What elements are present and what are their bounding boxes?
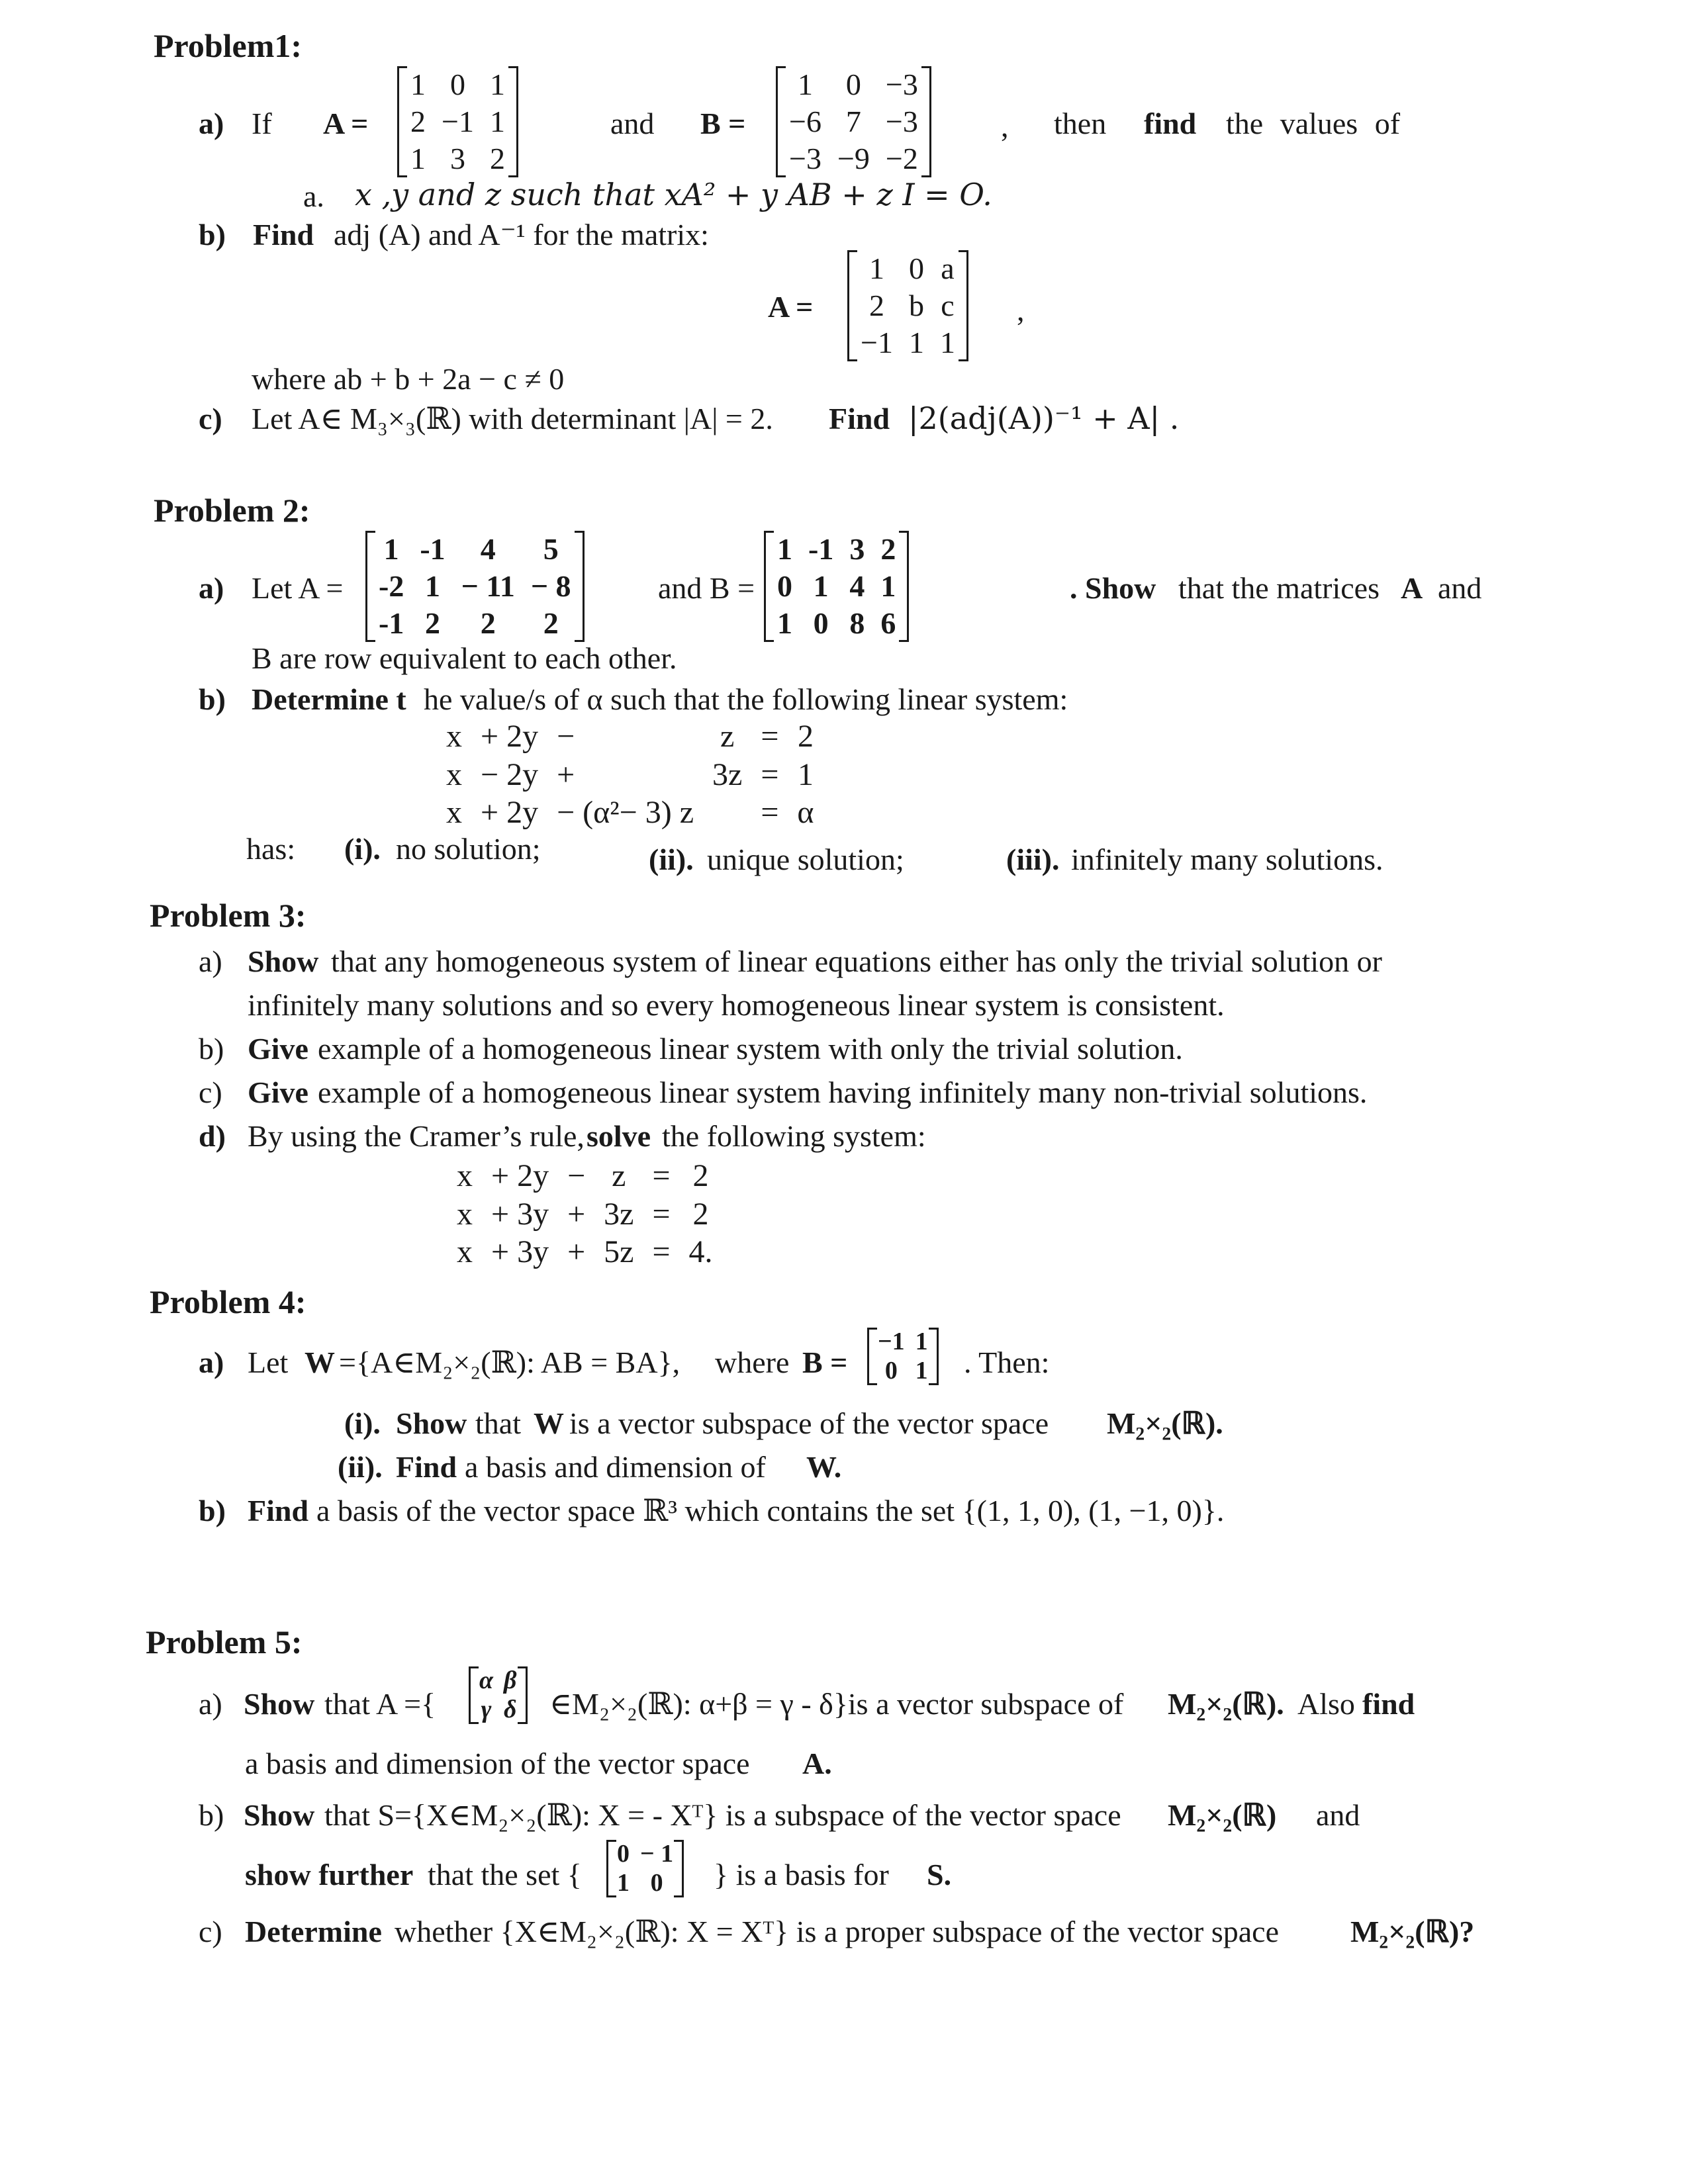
p2-system-term: x bbox=[446, 719, 462, 754]
p3-system-term: + bbox=[567, 1234, 586, 1270]
p4-a-then: . Then: bbox=[964, 1345, 1050, 1379]
p1-matA-cell: 1 bbox=[489, 68, 505, 101]
p3-c-give: Give bbox=[248, 1075, 308, 1109]
p2-b-determine: Determine t bbox=[252, 682, 406, 716]
p2-has: has: bbox=[246, 832, 296, 866]
p1-matB-cell: −3 bbox=[885, 105, 918, 139]
p1-a-then: then bbox=[1054, 107, 1107, 140]
p3-c-label: c) bbox=[199, 1075, 222, 1109]
p5-matG-cell: α bbox=[479, 1666, 494, 1694]
p4-matB-cell: 1 bbox=[915, 1356, 928, 1385]
p3-b-text: example of a homogeneous linear system with only the trivial solution. bbox=[318, 1032, 1183, 1066]
p5-b-text2: that the set { bbox=[428, 1858, 582, 1891]
p1-matrix-B bbox=[781, 66, 926, 177]
p2-a-A: A bbox=[1401, 571, 1423, 605]
p2-system-term: 3z bbox=[712, 756, 743, 792]
p5-a-A: A. bbox=[802, 1747, 832, 1780]
p3-a-show: Show bbox=[248, 944, 319, 978]
p4-a-set: ={A∈M₂×₂(ℝ): AB = BA}, bbox=[339, 1345, 680, 1379]
p3-system-row bbox=[447, 1195, 722, 1234]
p1-matrix-A2 bbox=[853, 250, 963, 361]
p3-linear-system bbox=[447, 1157, 722, 1271]
p3-system-term: + 3y bbox=[491, 1234, 549, 1270]
p2-system-term: = bbox=[761, 719, 779, 754]
p2-system-term: α bbox=[797, 795, 814, 831]
p2-system-row bbox=[437, 794, 823, 832]
p1-matB-cell: −3 bbox=[789, 142, 821, 176]
p2-a-and: and B = bbox=[658, 571, 755, 605]
p5-matS-cell: 0 bbox=[650, 1868, 663, 1897]
p1-a-rest: the values of bbox=[1226, 107, 1401, 140]
p3-d-label: d) bbox=[199, 1119, 226, 1153]
p1-b-A-eq: A = bbox=[768, 290, 814, 324]
p5-matrix-S bbox=[612, 1840, 679, 1897]
problem-2-header: Problem 2: bbox=[154, 492, 310, 529]
p1-matA-cell: 0 bbox=[449, 68, 465, 101]
p3-system-term: 2 bbox=[692, 1196, 709, 1232]
p5-matG-cell: β bbox=[504, 1666, 517, 1694]
p2-matrix-A bbox=[371, 531, 579, 642]
p3-a-text2: infinitely many solutions and so every homogeneous linear system is consistent. bbox=[248, 988, 1225, 1022]
p2-a-line2: B are row equivalent to each other. bbox=[252, 641, 677, 675]
p4-a-B-eq: B = bbox=[802, 1345, 848, 1379]
p1-matA-cell: 3 bbox=[449, 142, 465, 176]
p2-matB-cell: 1 bbox=[777, 532, 792, 566]
p1-matB-cell: −6 bbox=[789, 105, 821, 139]
p1-matB-cell: 0 bbox=[845, 68, 861, 101]
p1-b-find: Find bbox=[253, 218, 314, 251]
p2-system-term: = bbox=[761, 795, 779, 831]
p5-b-text3: } is a basis for bbox=[714, 1858, 889, 1891]
p1-matA-cell: 2 bbox=[489, 142, 505, 176]
p1-a-label: a) bbox=[199, 107, 224, 140]
p1-matA2-cell: a bbox=[941, 251, 955, 285]
problem-5-header: Problem 5: bbox=[146, 1623, 303, 1661]
p2-system-term: z bbox=[720, 719, 735, 754]
p1-matB-cell: −9 bbox=[837, 142, 870, 176]
p2-system-term: = bbox=[761, 756, 779, 792]
p1-matB-cell: −3 bbox=[885, 68, 918, 101]
p4-a-let: Let bbox=[248, 1345, 289, 1379]
problem-3-header: Problem 3: bbox=[150, 897, 306, 934]
p3-a-label: a) bbox=[199, 944, 222, 978]
p3-system-term: + bbox=[567, 1196, 586, 1232]
p2-matB-cell: 4 bbox=[849, 569, 865, 604]
p2-matA-cell: 1 bbox=[424, 569, 440, 604]
p1-c-label: c) bbox=[199, 402, 222, 435]
p1-matA2-cell: 1 bbox=[939, 326, 955, 360]
p1-matA2-cell: 2 bbox=[868, 289, 884, 323]
p1-matA-cell: 1 bbox=[410, 142, 426, 176]
p1-c-text1: Let A∈ M₃×₃(ℝ) with determinant |A| = 2. bbox=[252, 402, 773, 435]
p1-matA2-cell: c bbox=[941, 289, 955, 323]
p2-matA-cell: − 8 bbox=[530, 569, 571, 604]
p1-b-text: adj (A) and A⁻¹ for the matrix: bbox=[334, 218, 709, 251]
p1-matrix-A bbox=[402, 66, 513, 177]
p2-linear-system bbox=[437, 717, 823, 832]
p4-i-show: Show bbox=[396, 1406, 467, 1440]
p2-matA-cell: 2 bbox=[480, 606, 496, 641]
p1-a-find: find bbox=[1144, 107, 1197, 140]
p5-a-text1: that A ={ bbox=[324, 1687, 436, 1721]
p5-b-S: S. bbox=[927, 1858, 952, 1891]
p5-b-show: Show bbox=[244, 1798, 315, 1832]
p5-matG-cell: δ bbox=[504, 1695, 517, 1723]
p3-system-term: = bbox=[652, 1158, 671, 1193]
p4-i-label: (i). bbox=[344, 1406, 381, 1440]
p1-matA2-cell: 1 bbox=[908, 326, 924, 360]
p1-matB-cell: −2 bbox=[885, 142, 918, 176]
p2-system-term: 1 bbox=[798, 756, 814, 792]
p2-opt1: no solution; bbox=[396, 832, 541, 866]
p2-b-label: b) bbox=[199, 682, 226, 716]
problem-1-header: Problem1: bbox=[154, 27, 303, 64]
p5-b-text1: that S={X∈M₂×₂(ℝ): X = - Xᵀ} is a subspace of the vector space bbox=[324, 1798, 1121, 1832]
p2-matA-cell: -1 bbox=[379, 606, 404, 641]
p2-matrix-B bbox=[769, 531, 904, 642]
p2-system-term: 2 bbox=[798, 719, 814, 754]
p4-b-label: b) bbox=[199, 1494, 226, 1527]
p2-opt3: infinitely many solutions. bbox=[1071, 842, 1383, 876]
p3-system-term: 2 bbox=[692, 1158, 709, 1193]
p1-matA2-cell: 1 bbox=[868, 251, 884, 285]
p1-sub-a-text: x ,y and z such that xA² + y AB + z I = O. bbox=[355, 177, 992, 212]
p4-i-M: M₂×₂(ℝ). bbox=[1107, 1406, 1223, 1440]
p5-b-and: and bbox=[1316, 1798, 1360, 1832]
p3-system-term: = bbox=[652, 1234, 671, 1270]
p2-opt2: unique solution; bbox=[707, 842, 904, 876]
p2-system-term: + 2y bbox=[481, 795, 539, 831]
p1-matA-cell: −1 bbox=[442, 105, 474, 139]
p3-a-text1: that any homogeneous system of linear equations either has only the trivial solution or bbox=[331, 944, 1382, 978]
p1-matA2-cell: 0 bbox=[908, 251, 924, 285]
p3-system-term: x bbox=[457, 1234, 473, 1270]
p2-matB-cell: 1 bbox=[777, 606, 792, 641]
p2-system-term: x bbox=[446, 756, 462, 792]
p5-a-also: Also bbox=[1297, 1687, 1355, 1721]
p2-matB-cell: 8 bbox=[849, 606, 865, 641]
p2-matA-cell: 5 bbox=[543, 532, 559, 566]
p1-c-text2: |2(adj(A))⁻¹ + A| . bbox=[908, 400, 1180, 436]
p3-d-text2: the following system: bbox=[662, 1119, 926, 1153]
p2-opt3-label: (iii). bbox=[1006, 842, 1060, 876]
p5-c-text: whether {X∈M₂×₂(ℝ): X = Xᵀ} is a proper subspace of the vector space bbox=[395, 1915, 1279, 1948]
p2-system-term: − bbox=[557, 719, 575, 754]
p5-matS-cell: 1 bbox=[617, 1868, 630, 1897]
p1-a-if: If bbox=[252, 107, 272, 140]
p2-system-row bbox=[437, 717, 823, 756]
p4-a-label: a) bbox=[199, 1345, 224, 1379]
p4-a-W: W bbox=[305, 1345, 335, 1379]
p1-b-comma: , bbox=[1017, 293, 1025, 327]
p2-matA-cell: -1 bbox=[420, 532, 445, 566]
p1-matA-cell: 1 bbox=[489, 105, 505, 139]
p2-opt2-label: (ii). bbox=[649, 842, 694, 876]
p5-c-M: M₂×₂(ℝ)? bbox=[1350, 1915, 1475, 1948]
p2-matB-cell: 0 bbox=[777, 569, 792, 604]
p2-a-let: Let A = bbox=[252, 571, 344, 605]
p4-ii-text: a basis and dimension of bbox=[465, 1450, 766, 1484]
p5-a-M: M₂×₂(ℝ). bbox=[1168, 1687, 1284, 1721]
p1-matA-cell: 1 bbox=[410, 68, 426, 101]
p2-system-term: − (α²− 3) z bbox=[557, 795, 694, 831]
p2-matB-cell: 0 bbox=[813, 606, 829, 641]
p3-system-term: z bbox=[612, 1158, 626, 1193]
p1-a-B-eq: B = bbox=[700, 107, 746, 140]
p1-matA2-cell: −1 bbox=[861, 326, 893, 360]
p2-matA-cell: 2 bbox=[424, 606, 440, 641]
p1-matB-cell: 7 bbox=[845, 105, 861, 139]
p3-system-term: + 3y bbox=[491, 1196, 549, 1232]
p2-a-label: a) bbox=[199, 571, 224, 605]
p1-comma: , bbox=[1001, 109, 1009, 143]
p4-i-text2: is a vector subspace of the vector space bbox=[569, 1406, 1049, 1440]
p3-system-term: 4. bbox=[688, 1234, 713, 1270]
p2-a-show: . Show bbox=[1070, 571, 1156, 605]
p2-matB-cell: 6 bbox=[880, 606, 896, 641]
p4-i-text1: that bbox=[475, 1406, 521, 1440]
p5-a-show: Show bbox=[244, 1687, 315, 1721]
p2-matB-cell: -1 bbox=[808, 532, 834, 566]
p1-sub-a-label: a. bbox=[303, 179, 324, 213]
p2-matA-cell: 4 bbox=[480, 532, 496, 566]
p1-a-A-eq: A = bbox=[323, 107, 369, 140]
p3-b-label: b) bbox=[199, 1032, 224, 1066]
p1-matB-cell: 1 bbox=[797, 68, 813, 101]
p4-matB-cell: 1 bbox=[915, 1328, 928, 1355]
p5-b-show-further: show further bbox=[245, 1858, 414, 1891]
p2-system-term: x bbox=[446, 795, 462, 831]
p4-matB-cell: 0 bbox=[884, 1356, 898, 1385]
p2-matA-cell: 1 bbox=[383, 532, 399, 566]
p1-matA-cell: 2 bbox=[410, 105, 426, 139]
p5-matG-cell: γ bbox=[481, 1695, 492, 1723]
p5-matS-cell: − 1 bbox=[640, 1840, 674, 1868]
p2-system-term: − 2y bbox=[481, 756, 539, 792]
p5-a-find: find bbox=[1362, 1687, 1415, 1721]
p2-system-term: + 2y bbox=[481, 719, 539, 754]
p2-matB-cell: 3 bbox=[849, 532, 865, 566]
p5-a-line2: a basis and dimension of the vector space bbox=[245, 1747, 750, 1780]
p4-b-text: a basis of the vector space ℝ³ which contains the set {(1, 1, 0), (1, −1, 0)}. bbox=[316, 1494, 1225, 1527]
p3-d-text1: By using the Cramer’s rule, bbox=[248, 1119, 585, 1153]
p3-system-term: − bbox=[567, 1158, 586, 1193]
p1-c-find: Find bbox=[829, 402, 890, 435]
p3-system-row bbox=[447, 1233, 722, 1271]
p1-b-where: where ab + b + 2a − c ≠ 0 bbox=[252, 362, 565, 396]
p2-matB-cell: 1 bbox=[880, 569, 896, 604]
p4-ii-find: Find bbox=[396, 1450, 457, 1484]
p3-system-term: 3z bbox=[604, 1196, 634, 1232]
p2-system-term: + bbox=[557, 756, 575, 792]
p5-matrix-greek bbox=[474, 1666, 522, 1724]
p1-matA2-cell: b bbox=[908, 289, 924, 323]
problem-4-header: Problem 4: bbox=[150, 1283, 306, 1320]
p2-b-text: he value/s of α such that the following linear system: bbox=[424, 682, 1068, 716]
p1-b-label: b) bbox=[199, 218, 226, 251]
p2-matA-cell: − 11 bbox=[461, 569, 515, 604]
p2-matA-cell: 2 bbox=[543, 606, 559, 641]
p5-a-text2: ∈M₂×₂(ℝ): α+β = γ - δ}is a vector subspace of bbox=[549, 1687, 1124, 1721]
p2-system-term bbox=[703, 794, 751, 832]
p3-c-text: example of a homogeneous linear system having infinitely many non-trivial solutions. bbox=[318, 1075, 1368, 1109]
p4-b-find: Find bbox=[248, 1494, 309, 1527]
p4-a-where: where bbox=[715, 1345, 790, 1379]
p4-i-W: W bbox=[534, 1406, 564, 1440]
p4-ii-W: W. bbox=[806, 1450, 842, 1484]
p2-matA-cell: -2 bbox=[379, 569, 404, 604]
p2-matB-cell: 2 bbox=[880, 532, 896, 566]
p3-system-term: = bbox=[652, 1196, 671, 1232]
p5-a-label: a) bbox=[199, 1687, 222, 1721]
p3-system-row bbox=[447, 1157, 722, 1195]
p4-matrix-B bbox=[872, 1328, 933, 1385]
p5-b-label: b) bbox=[199, 1798, 224, 1832]
p3-b-give: Give bbox=[248, 1032, 308, 1066]
p3-system-term: + 2y bbox=[491, 1158, 549, 1193]
p4-matB-cell: −1 bbox=[878, 1328, 905, 1355]
p2-a-rest: that the matrices bbox=[1178, 571, 1380, 605]
p5-c-label: c) bbox=[199, 1915, 222, 1948]
p4-ii-label: (ii). bbox=[338, 1450, 383, 1484]
p2-opt1-label: (i). bbox=[344, 832, 381, 866]
p5-matS-cell: 0 bbox=[617, 1840, 630, 1868]
p5-b-M: M₂×₂(ℝ) bbox=[1168, 1798, 1277, 1832]
p3-d-solve: solve bbox=[586, 1119, 651, 1153]
p2-matB-cell: 1 bbox=[813, 569, 829, 604]
p3-system-term: 5z bbox=[604, 1234, 634, 1270]
p2-a-and2: and bbox=[1438, 571, 1482, 605]
p3-system-term: x bbox=[457, 1158, 473, 1193]
p2-system-row bbox=[437, 756, 823, 794]
p3-system-term: x bbox=[457, 1196, 473, 1232]
p1-a-and: and bbox=[610, 107, 655, 140]
p5-c-determine: Determine bbox=[245, 1915, 382, 1948]
